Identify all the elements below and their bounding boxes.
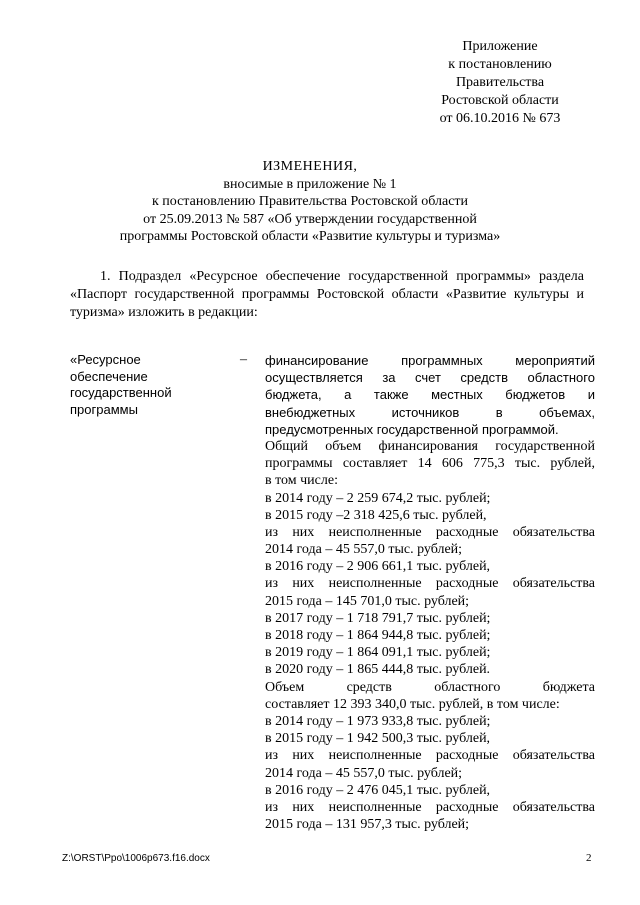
page-number: 2 [586,852,592,864]
financing-word: бюджета [542,679,595,695]
financing-line [265,352,595,369]
financing-line: в том числе: [265,473,338,489]
financing-line: предусмотренных государственной программой. [265,421,559,437]
financing-text [265,352,595,833]
financing-word: обязательства [512,799,595,815]
financing-word: областного [434,679,501,695]
financing-word: осуществляется [265,370,363,386]
financing-word: составляет [342,456,408,472]
financing-line: составляет 12 393 340,0 тыс. рублей, в том числе: [265,696,560,712]
financing-word: них [292,576,315,592]
title-line: программы Ростовской области «Развитие культуры и туризма» [119,229,501,244]
financing-word: из [265,799,279,815]
financing-line: 2015 года – 131 957,3 тыс. рублей; [265,817,470,833]
financing-word: бюджета, [265,387,322,403]
financing-word: за [382,370,396,386]
financing-word: бюджетов [505,387,566,403]
financing-line: в 2015 году – 1 942 500,3 тыс. рублей, [265,731,491,747]
approval-line: Ростовской области [441,93,559,108]
label-line: государственной [70,385,172,400]
financing-word: объемах, [539,404,595,420]
financing-line: в 2015 году –2 318 425,6 тыс. рублей, [265,507,487,523]
financing-line [265,404,595,421]
footer-file-path: Z:\ORST\Ppo\1006p673.f16.docx [62,853,210,864]
section-label [70,352,210,418]
title-line: от 25.09.2013 № 587 «Об утверждении государственной [143,211,477,227]
financing-word: из [265,524,279,540]
financing-word: местных [431,387,483,403]
financing-line: 2014 года – 45 557,0 тыс. рублей; [265,542,463,558]
title-line: к постановлению Правительства Ростовской области [151,194,469,209]
document-title [60,158,560,246]
financing-word: них [292,524,315,540]
financing-word: Объем [265,679,305,695]
financing-line [265,679,595,696]
approval-stamp [420,38,580,128]
title-line: вносимые в приложение № 1 [223,176,397,192]
financing-line: в 2016 году – 2 476 045,1 тыс. рублей, [265,782,491,798]
label-line: обеспечение [70,368,148,384]
approval-line: к постановлению [448,57,552,72]
financing-word: 775,3 [473,456,505,472]
financing-word: обязательства [512,748,595,764]
financing-line: 2014 года – 45 557,0 тыс. рублей; [265,765,463,781]
financing-word: из [265,576,279,592]
financing-word: а [344,387,352,403]
financing-word: в [495,404,503,420]
financing-word: Общий [265,438,308,454]
financing-word: внебюджетных [265,404,356,420]
financing-word: обязательства [512,576,595,592]
financing-word: тыс. [514,456,541,472]
financing-line [265,455,595,472]
financing-line: в 2018 году – 1 864 944,8 тыс. рублей; [265,628,491,643]
financing-word: объем [325,438,362,454]
label-dash: – [240,352,247,367]
financing-word: также [373,387,409,403]
financing-line [265,575,595,592]
approval-line: Приложение [462,39,538,54]
financing-line [265,747,595,764]
label-line: «Ресурсное [70,352,141,367]
financing-line [265,386,595,403]
financing-word: средств [346,679,392,695]
financing-word: финансирование [265,353,369,368]
financing-line: в 2020 году – 1 865 444,8 тыс. рублей. [265,662,491,678]
financing-word: и [587,387,595,403]
financing-word: источников [391,404,460,420]
financing-word: из [265,748,279,764]
financing-word: 14 [417,456,432,472]
financing-line [265,369,595,386]
financing-line: в 2014 году – 2 259 674,2 тыс. рублей; [265,490,491,506]
financing-word: неисполненные [328,748,422,764]
financing-line [265,799,595,816]
approval-line: от 06.10.2016 № 673 [439,111,561,126]
financing-line [265,524,595,541]
financing-word: программы [265,456,333,472]
financing-line: в 2014 году – 1 973 933,8 тыс. рублей; [265,713,491,729]
financing-line: 2015 года – 145 701,0 тыс. рублей; [265,593,470,609]
title-heading: ИЗМЕНЕНИЯ, [262,159,358,174]
financing-word: неисполненные [328,524,422,540]
intro-paragraph [70,268,584,322]
financing-word: счет [415,370,441,386]
financing-word: расходные [435,576,499,592]
financing-word: них [292,799,315,815]
approval-line: Правительства [455,75,545,90]
financing-word: неисполненные [328,799,422,815]
financing-word: областного [527,370,595,386]
financing-word: средств [460,370,509,386]
financing-line: в 2017 году – 1 718 791,7 тыс. рублей; [265,610,491,626]
intro-text: 1. Подраздел «Ресурсное обеспечение государственной программы» раздела «Паспорт государственной программы Ростовской области «Развитие культуры и туризма» изложить в редакции: [70,269,584,320]
financing-word: 606 [441,456,463,472]
financing-line [265,438,595,455]
financing-word: финансирования [378,438,478,454]
financing-word: рублей, [550,456,595,472]
financing-word: государственной [495,438,595,454]
financing-word: мероприятий [515,353,595,368]
financing-word: расходные [435,524,499,540]
financing-line: в 2019 году – 1 864 091,1 тыс. рублей; [265,645,491,661]
financing-word: обязательства [512,524,595,540]
financing-word: расходные [435,799,499,815]
financing-word: неисполненные [328,576,422,592]
financing-word: расходные [435,748,499,764]
financing-line: в 2016 году – 2 906 661,1 тыс. рублей, [265,559,491,575]
label-line: программы [70,401,138,417]
financing-word: программных [401,353,483,368]
financing-word: них [292,748,315,764]
